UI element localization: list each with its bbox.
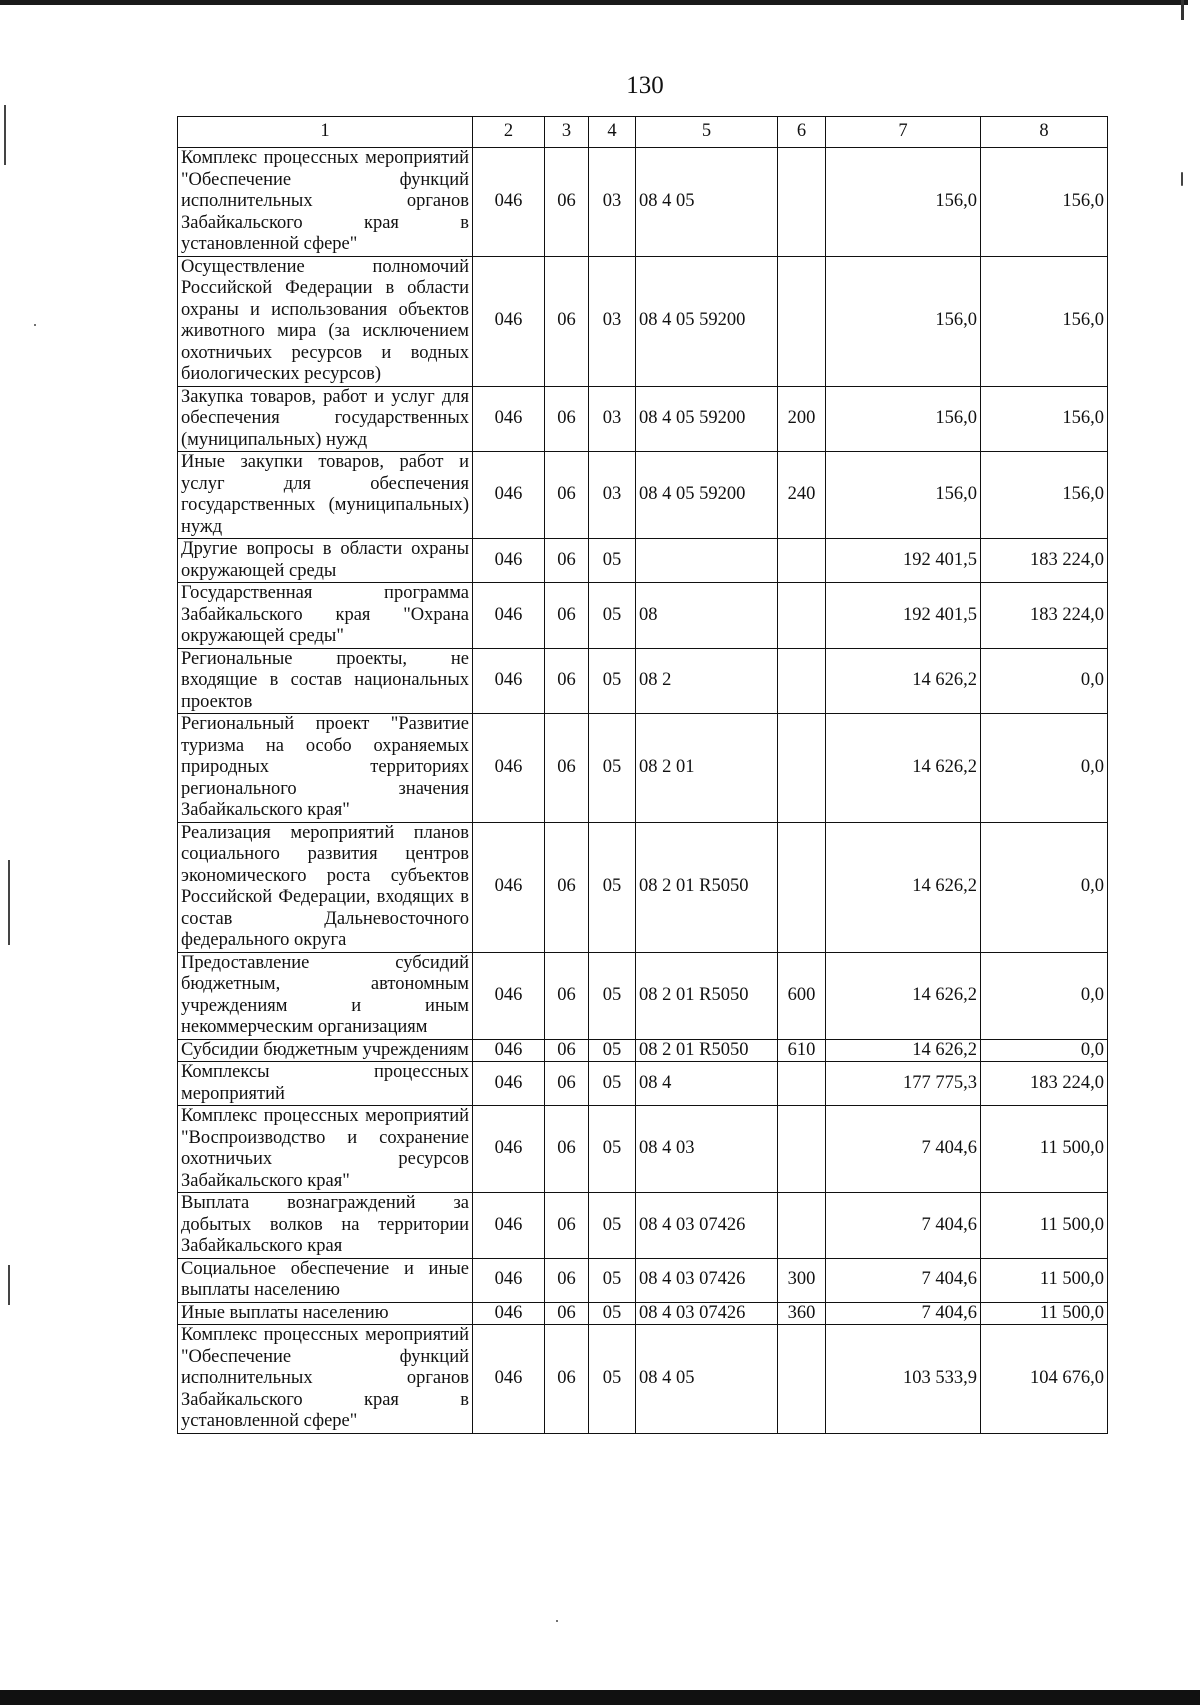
table-row xyxy=(178,256,1108,386)
section-code: 06 xyxy=(545,1193,589,1259)
amount-col8: 11 500,0 xyxy=(981,1258,1108,1302)
section-code: 06 xyxy=(545,1106,589,1193)
subsection-code: 05 xyxy=(589,1258,636,1302)
section-code: 06 xyxy=(545,148,589,257)
amount-col8: 104 676,0 xyxy=(981,1325,1108,1434)
amount-col7: 156,0 xyxy=(826,452,981,539)
target-article: 08 2 01 R5050 xyxy=(636,822,778,952)
expense-type xyxy=(778,714,826,823)
amount-col7: 14 626,2 xyxy=(826,648,981,714)
target-article: 08 2 01 xyxy=(636,714,778,823)
scan-speck xyxy=(1181,172,1183,186)
amount-col7: 7 404,6 xyxy=(826,1193,981,1259)
item-name: Государственная программа Забайкальского края "Охрана окружающей среды" xyxy=(178,583,473,649)
target-article: 08 4 03 07426 xyxy=(636,1193,778,1259)
expense-type: 300 xyxy=(778,1258,826,1302)
item-name: Социальное обеспечение и иные выплаты населению xyxy=(178,1258,473,1302)
target-article: 08 4 05 xyxy=(636,1325,778,1434)
admin-code: 046 xyxy=(473,952,545,1039)
section-code: 06 xyxy=(545,256,589,386)
subsection-code: 05 xyxy=(589,1106,636,1193)
expense-type xyxy=(778,822,826,952)
table-row xyxy=(178,386,1108,452)
section-code: 06 xyxy=(545,1039,589,1062)
amount-col8: 0,0 xyxy=(981,714,1108,823)
amount-col7: 192 401,5 xyxy=(826,539,981,583)
table-row xyxy=(178,648,1108,714)
expense-type xyxy=(778,648,826,714)
expense-type xyxy=(778,1106,826,1193)
target-article: 08 4 05 59200 xyxy=(636,256,778,386)
subsection-code: 05 xyxy=(589,1193,636,1259)
scan-left-mark xyxy=(4,105,6,165)
subsection-code: 05 xyxy=(589,583,636,649)
section-code: 06 xyxy=(545,1325,589,1434)
table-row xyxy=(178,539,1108,583)
amount-col7: 7 404,6 xyxy=(826,1106,981,1193)
table-row xyxy=(178,583,1108,649)
admin-code: 046 xyxy=(473,452,545,539)
scan-speck xyxy=(34,324,36,326)
scan-left-mark xyxy=(8,860,10,945)
column-header: 5 xyxy=(636,117,778,148)
amount-col7: 14 626,2 xyxy=(826,952,981,1039)
expense-type: 240 xyxy=(778,452,826,539)
amount-col8: 183 224,0 xyxy=(981,583,1108,649)
admin-code: 046 xyxy=(473,583,545,649)
amount-col7: 156,0 xyxy=(826,386,981,452)
subsection-code: 05 xyxy=(589,714,636,823)
amount-col8: 156,0 xyxy=(981,452,1108,539)
scan-speck xyxy=(556,1620,558,1622)
amount-col8: 156,0 xyxy=(981,256,1108,386)
table-row xyxy=(178,1325,1108,1434)
section-code: 06 xyxy=(545,1302,589,1325)
admin-code: 046 xyxy=(473,1193,545,1259)
column-header: 7 xyxy=(826,117,981,148)
admin-code: 046 xyxy=(473,386,545,452)
amount-col8: 11 500,0 xyxy=(981,1106,1108,1193)
target-article: 08 xyxy=(636,583,778,649)
subsection-code: 03 xyxy=(589,386,636,452)
section-code: 06 xyxy=(545,714,589,823)
page-number: 130 xyxy=(626,72,664,99)
admin-code: 046 xyxy=(473,1106,545,1193)
section-code: 06 xyxy=(545,1062,589,1106)
item-name: Иные закупки товаров, работ и услуг для обеспечения государственных (муниципальных) нужд xyxy=(178,452,473,539)
amount-col7: 14 626,2 xyxy=(826,1039,981,1062)
column-header: 6 xyxy=(778,117,826,148)
table-row xyxy=(178,1193,1108,1259)
expense-type xyxy=(778,1193,826,1259)
amount-col7: 14 626,2 xyxy=(826,714,981,823)
subsection-code: 05 xyxy=(589,1062,636,1106)
item-name: Комплекс процессных мероприятий "Обеспечение функций исполнительных органов Забайкальского края в установленной сфере" xyxy=(178,148,473,257)
amount-col8: 183 224,0 xyxy=(981,1062,1108,1106)
table-row xyxy=(178,1062,1108,1106)
subsection-code: 03 xyxy=(589,452,636,539)
target-article: 08 2 01 R5050 xyxy=(636,1039,778,1062)
section-code: 06 xyxy=(545,539,589,583)
section-code: 06 xyxy=(545,452,589,539)
admin-code: 046 xyxy=(473,1062,545,1106)
scan-right-mark xyxy=(1181,0,1184,20)
amount-col7: 14 626,2 xyxy=(826,822,981,952)
admin-code: 046 xyxy=(473,1302,545,1325)
section-code: 06 xyxy=(545,583,589,649)
amount-col7: 156,0 xyxy=(826,256,981,386)
item-name: Реализация мероприятий планов социального развития центров экономического роста субъектов Российской Федерации, входящих в состав Дальневосточного федерального округа xyxy=(178,822,473,952)
table-row xyxy=(178,1106,1108,1193)
section-code: 06 xyxy=(545,648,589,714)
item-name: Иные выплаты населению xyxy=(178,1302,473,1325)
subsection-code: 05 xyxy=(589,1039,636,1062)
expense-type xyxy=(778,583,826,649)
scan-top-edge xyxy=(0,0,1188,5)
admin-code: 046 xyxy=(473,1258,545,1302)
expense-type xyxy=(778,1325,826,1434)
target-article: 08 4 05 59200 xyxy=(636,452,778,539)
subsection-code: 03 xyxy=(589,148,636,257)
amount-col8: 11 500,0 xyxy=(981,1193,1108,1259)
admin-code: 046 xyxy=(473,1039,545,1062)
admin-code: 046 xyxy=(473,714,545,823)
section-code: 06 xyxy=(545,1258,589,1302)
scan-left-mark xyxy=(8,1265,10,1305)
amount-col7: 156,0 xyxy=(826,148,981,257)
subsection-code: 05 xyxy=(589,1325,636,1434)
admin-code: 046 xyxy=(473,648,545,714)
section-code: 06 xyxy=(545,822,589,952)
target-article: 08 4 05 59200 xyxy=(636,386,778,452)
table-row xyxy=(178,452,1108,539)
subsection-code: 05 xyxy=(589,539,636,583)
expense-type: 360 xyxy=(778,1302,826,1325)
table-row xyxy=(178,148,1108,257)
subsection-code: 05 xyxy=(589,952,636,1039)
expense-type xyxy=(778,256,826,386)
amount-col8: 0,0 xyxy=(981,648,1108,714)
amount-col7: 103 533,9 xyxy=(826,1325,981,1434)
admin-code: 046 xyxy=(473,1325,545,1434)
amount-col7: 7 404,6 xyxy=(826,1302,981,1325)
item-name: Осуществление полномочий Российской Федерации в области охраны и использования объектов животного мира (за исключением охотничьих ресурсов и водных биологических ресурсов) xyxy=(178,256,473,386)
expense-type: 610 xyxy=(778,1039,826,1062)
item-name: Комплекс процессных мероприятий "Обеспечение функций исполнительных органов Забайкальского края в установленной сфере" xyxy=(178,1325,473,1434)
subsection-code: 03 xyxy=(589,256,636,386)
item-name: Закупка товаров, работ и услуг для обеспечения государственных (муниципальных) нужд xyxy=(178,386,473,452)
expense-type xyxy=(778,1062,826,1106)
expense-type: 200 xyxy=(778,386,826,452)
header-row xyxy=(178,117,1108,148)
amount-col8: 11 500,0 xyxy=(981,1302,1108,1325)
section-code: 06 xyxy=(545,952,589,1039)
subsection-code: 05 xyxy=(589,648,636,714)
table-row xyxy=(178,952,1108,1039)
target-article: 08 4 xyxy=(636,1062,778,1106)
target-article: 08 4 05 xyxy=(636,148,778,257)
admin-code: 046 xyxy=(473,539,545,583)
amount-col8: 0,0 xyxy=(981,822,1108,952)
target-article: 08 4 03 07426 xyxy=(636,1258,778,1302)
item-name: Субсидии бюджетным учреждениям xyxy=(178,1039,473,1062)
item-name: Выплата вознаграждений за добытых волков на территории Забайкальского края xyxy=(178,1193,473,1259)
budget-table xyxy=(177,116,1108,1434)
column-header: 4 xyxy=(589,117,636,148)
admin-code: 046 xyxy=(473,256,545,386)
item-name: Комплексы процессных мероприятий xyxy=(178,1062,473,1106)
table-row xyxy=(178,714,1108,823)
item-name: Комплекс процессных мероприятий "Воспроизводство и сохранение охотничьих ресурсов Забайкальского края" xyxy=(178,1106,473,1193)
target-article: 08 2 01 R5050 xyxy=(636,952,778,1039)
amount-col8: 0,0 xyxy=(981,1039,1108,1062)
item-name: Другие вопросы в области охраны окружающей среды xyxy=(178,539,473,583)
admin-code: 046 xyxy=(473,148,545,257)
admin-code: 046 xyxy=(473,822,545,952)
table-row xyxy=(178,1258,1108,1302)
section-code: 06 xyxy=(545,386,589,452)
item-name: Региональные проекты, не входящие в состав национальных проектов xyxy=(178,648,473,714)
table-row xyxy=(178,1039,1108,1062)
target-article xyxy=(636,539,778,583)
expense-type: 600 xyxy=(778,952,826,1039)
item-name: Региональный проект "Развитие туризма на особо охраняемых природных территориях регионального значения Забайкальского края" xyxy=(178,714,473,823)
amount-col7: 7 404,6 xyxy=(826,1258,981,1302)
column-header: 8 xyxy=(981,117,1108,148)
amount-col8: 156,0 xyxy=(981,386,1108,452)
amount-col8: 156,0 xyxy=(981,148,1108,257)
table-row xyxy=(178,1302,1108,1325)
column-header: 3 xyxy=(545,117,589,148)
subsection-code: 05 xyxy=(589,1302,636,1325)
column-header: 1 xyxy=(178,117,473,148)
target-article: 08 4 03 xyxy=(636,1106,778,1193)
expense-type xyxy=(778,539,826,583)
target-article: 08 2 xyxy=(636,648,778,714)
expense-type xyxy=(778,148,826,257)
amount-col7: 192 401,5 xyxy=(826,583,981,649)
target-article: 08 4 03 07426 xyxy=(636,1302,778,1325)
column-header: 2 xyxy=(473,117,545,148)
table-row xyxy=(178,822,1108,952)
scan-bottom-edge xyxy=(0,1690,1200,1705)
amount-col8: 183 224,0 xyxy=(981,539,1108,583)
amount-col8: 0,0 xyxy=(981,952,1108,1039)
subsection-code: 05 xyxy=(589,822,636,952)
amount-col7: 177 775,3 xyxy=(826,1062,981,1106)
item-name: Предоставление субсидий бюджетным, автономным учреждениям и иным некоммерческим организациям xyxy=(178,952,473,1039)
